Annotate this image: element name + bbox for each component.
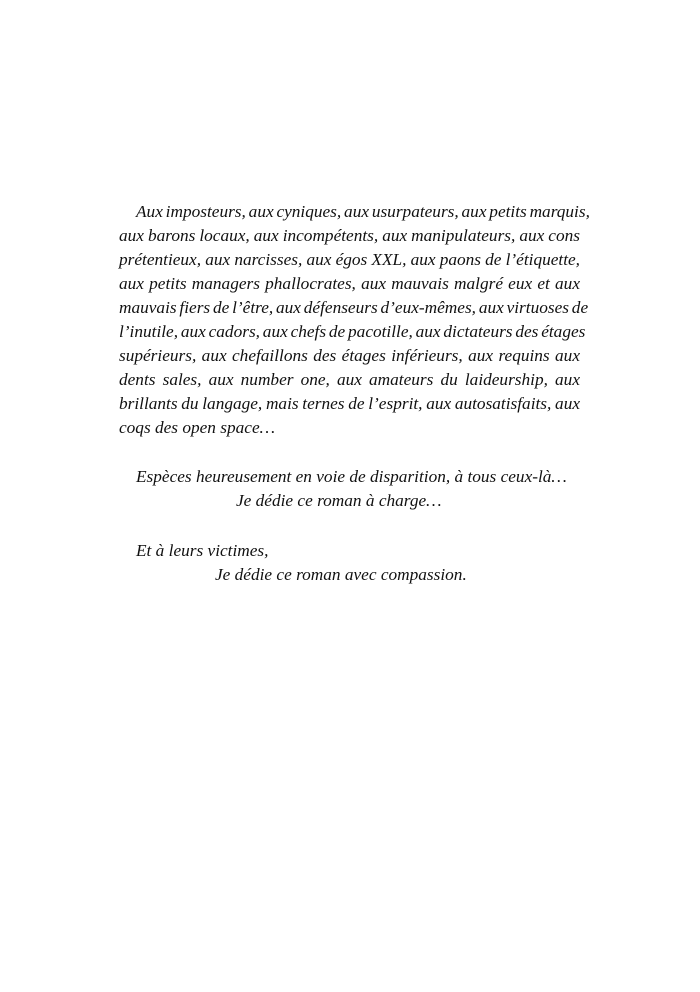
paragraph-line: Aux imposteurs, aux cyniques, aux usurpateurs, aux petits marquis, (136, 202, 590, 221)
paragraph-line: dents sales, aux number one, aux amateurs du laideurship, aux (119, 370, 580, 389)
charge-line: Je dédie ce roman à charge… (236, 491, 442, 510)
paragraph-line: coqs des open space… (119, 418, 275, 437)
species-line: Espèces heureusement en voie de disparition, à tous ceux-là… (136, 467, 567, 486)
paragraph-line: aux barons locaux, aux incompétents, aux manipulateurs, aux cons (119, 226, 580, 245)
paragraph-line: aux petits managers phallocrates, aux mauvais malgré eux et aux (119, 274, 580, 293)
paragraph-line: l’inutile, aux cadors, aux chefs de pacotille, aux dictateurs des étages (119, 322, 586, 341)
victims-line: Et à leurs victimes, (136, 541, 269, 560)
compassion-line: Je dédie ce roman avec compassion. (215, 565, 467, 584)
paragraph-line: mauvais fiers de l’être, aux défenseurs d’eux-mêmes, aux virtuoses de (119, 298, 589, 317)
paragraph-line: brillants du langage, mais ternes de l’esprit, aux autosatisfaits, aux (119, 394, 580, 413)
paragraph-line: prétentieux, aux narcisses, aux égos XXL, aux paons de l’étiquette, (119, 250, 580, 269)
paragraph-line: supérieurs, aux chefaillons des étages inférieurs, aux requins aux (119, 346, 580, 365)
